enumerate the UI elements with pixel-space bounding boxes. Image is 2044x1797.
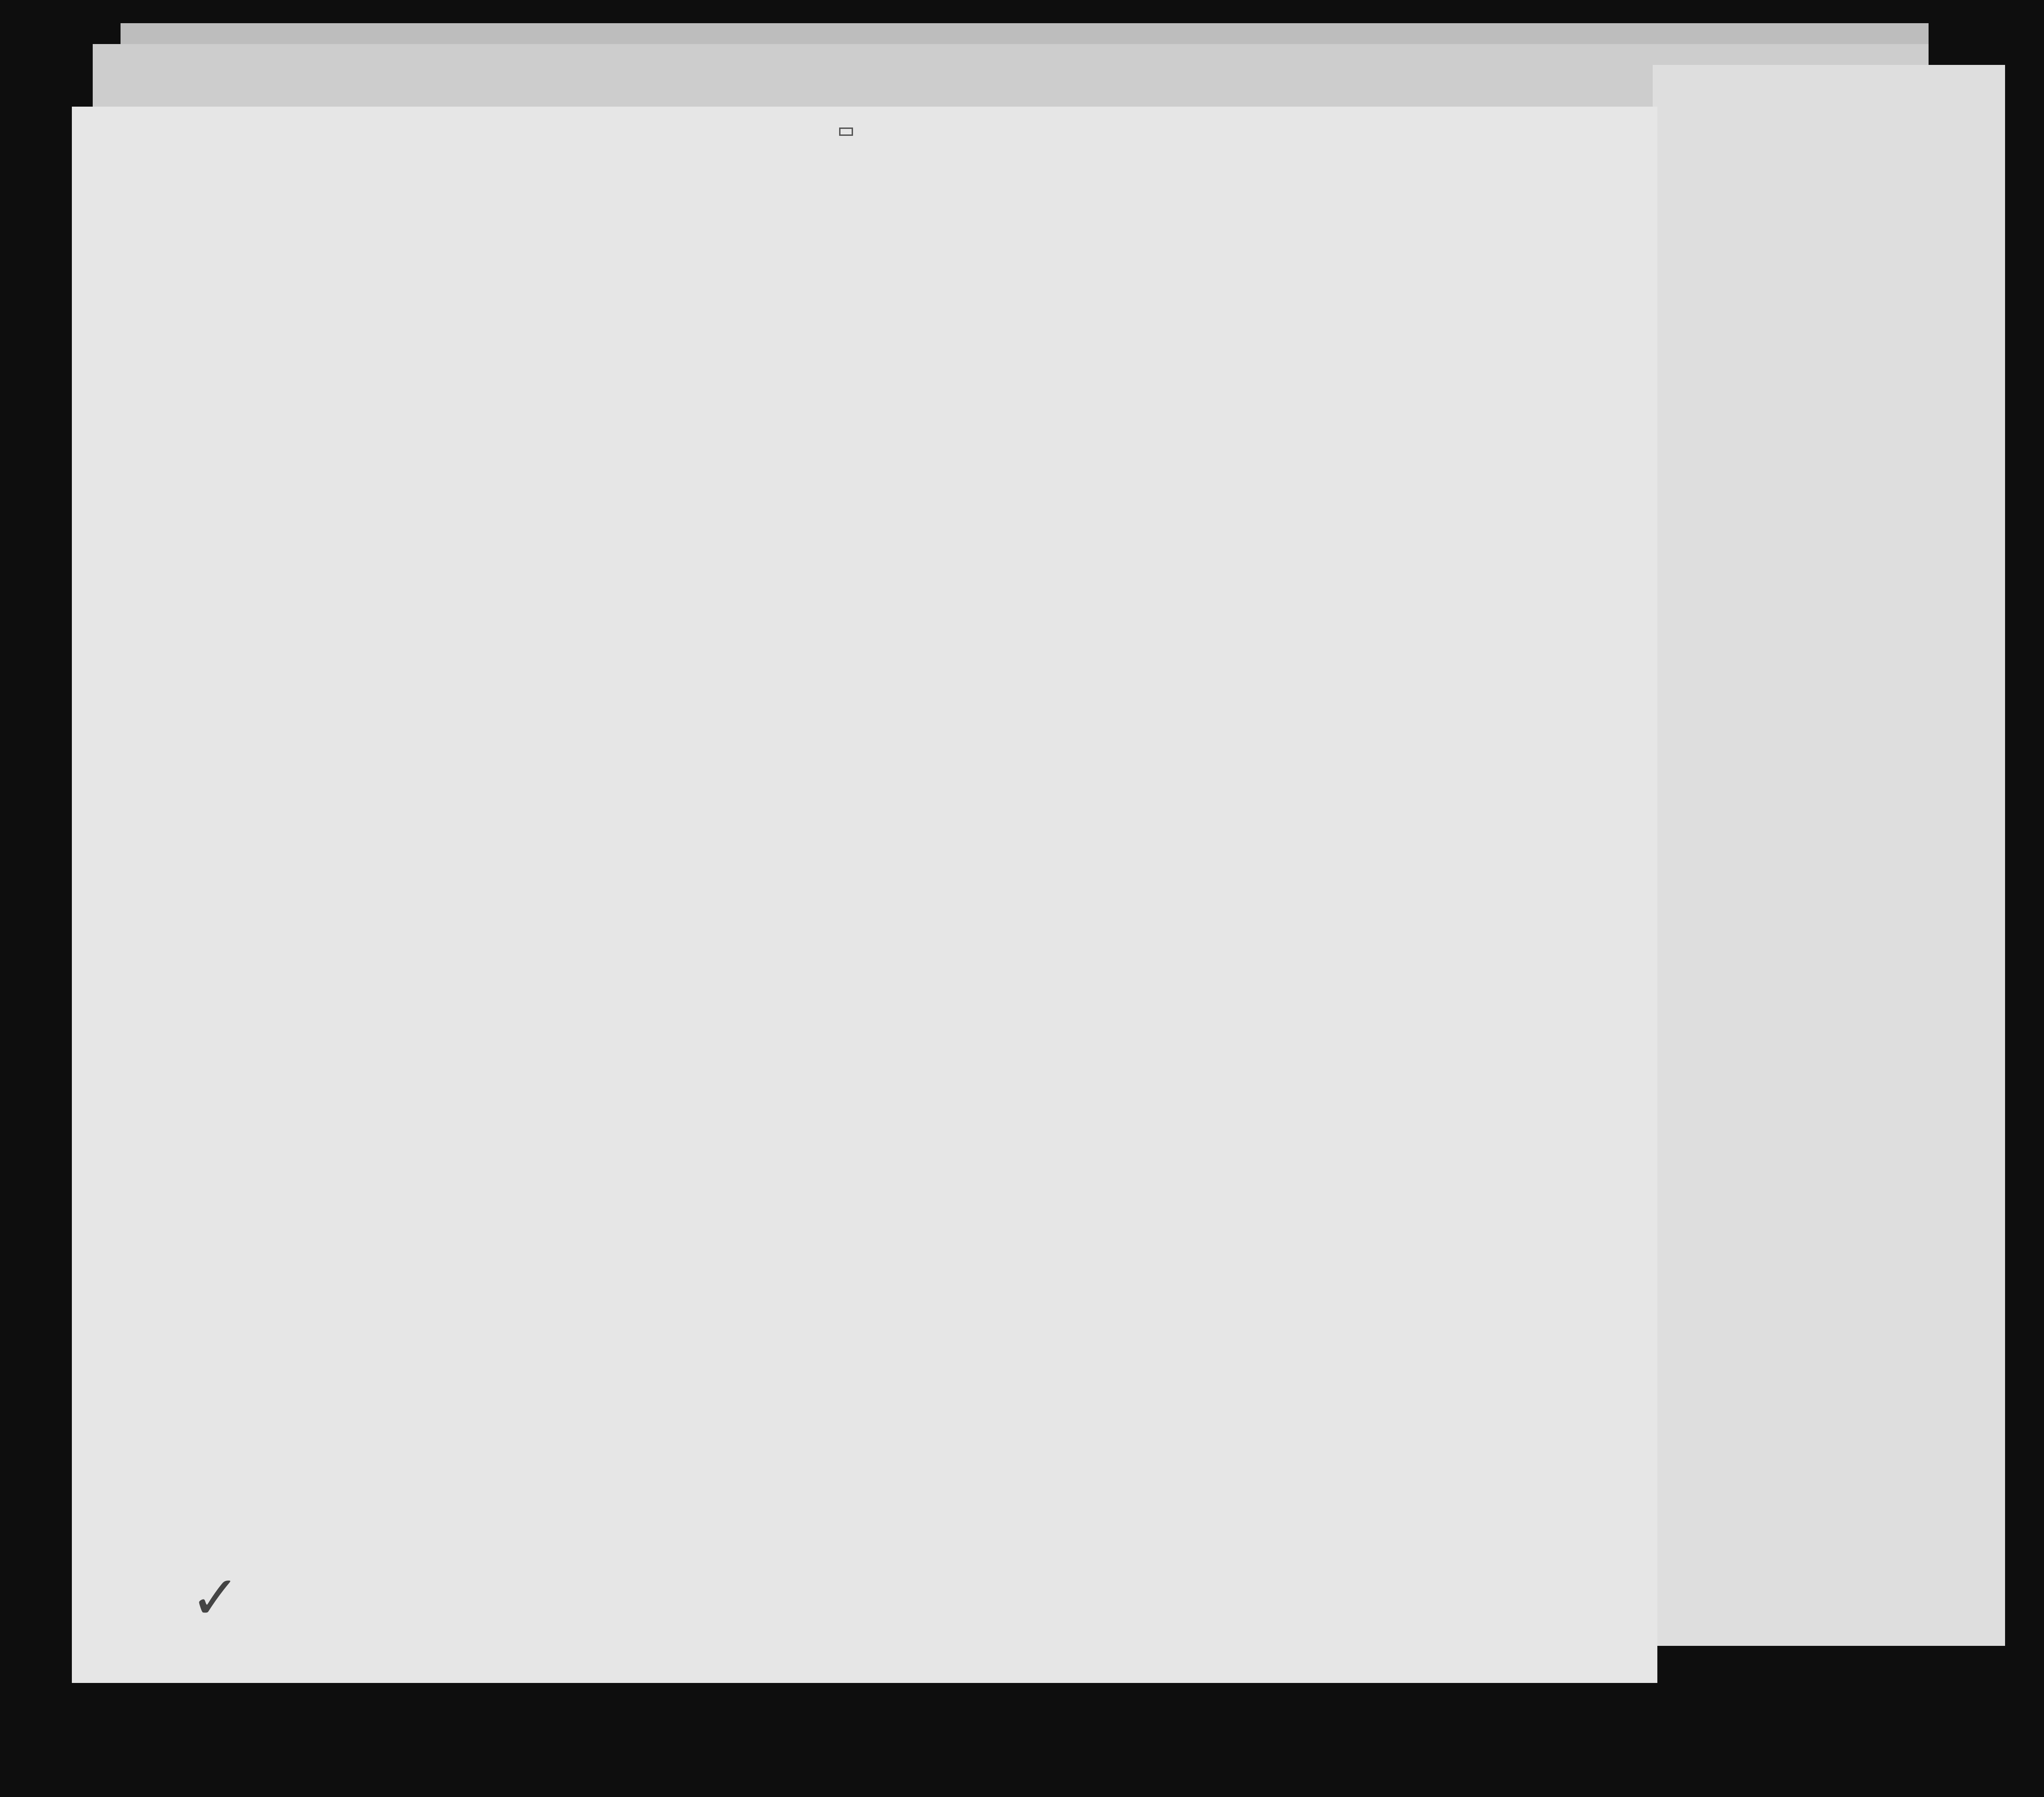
manifest-sheet	[72, 107, 1657, 1683]
margin-tick-mark: ✓	[190, 1562, 241, 1633]
approval-stamp	[839, 127, 853, 136]
right-visa-sheet	[1653, 65, 2005, 1646]
